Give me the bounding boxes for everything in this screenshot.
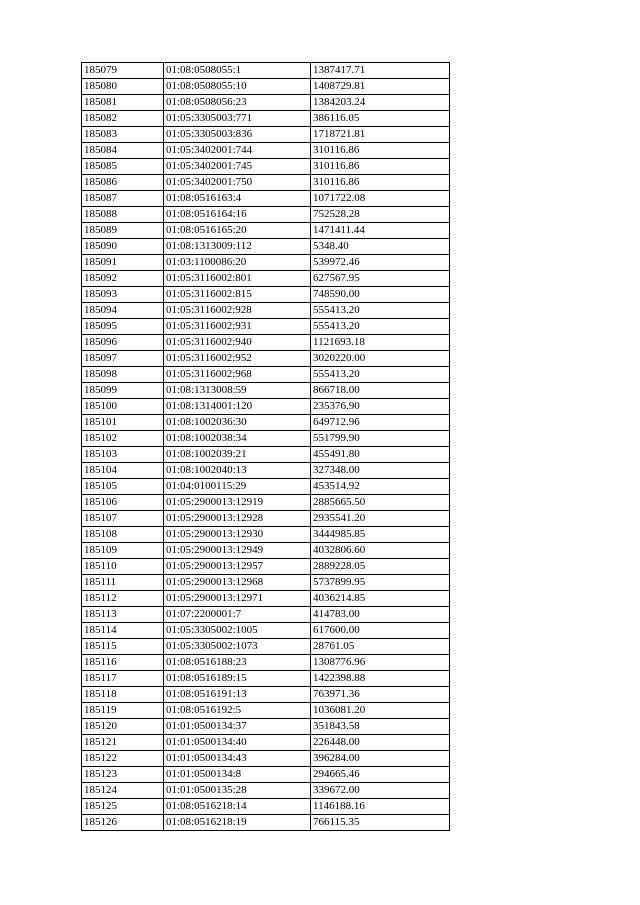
cadastral-number-cell: 01:08:0516218:14 — [164, 799, 311, 815]
table-row — [82, 175, 450, 191]
cadastral-number-cell: 01:05:2900013:12919 — [164, 495, 311, 511]
table-row — [82, 655, 450, 671]
table-row — [82, 527, 450, 543]
cadastral-number-cell: 01:05:3116002:952 — [164, 351, 311, 367]
amount-cell: 551799.90 — [311, 431, 450, 447]
row-id-cell: 185082 — [82, 111, 164, 127]
table-row — [82, 143, 450, 159]
amount-cell: 1121693.18 — [311, 335, 450, 351]
row-id-cell: 185117 — [82, 671, 164, 687]
amount-cell: 555413.20 — [311, 303, 450, 319]
amount-cell: 4036214.85 — [311, 591, 450, 607]
amount-cell: 310116.86 — [311, 143, 450, 159]
row-id-cell: 185107 — [82, 511, 164, 527]
table-row — [82, 703, 450, 719]
amount-cell: 327348.00 — [311, 463, 450, 479]
table-row — [82, 799, 450, 815]
amount-cell: 1387417.71 — [311, 63, 450, 79]
table-row — [82, 719, 450, 735]
amount-cell: 539972.46 — [311, 255, 450, 271]
row-id-cell: 185097 — [82, 351, 164, 367]
row-id-cell: 185105 — [82, 479, 164, 495]
amount-cell: 294665.46 — [311, 767, 450, 783]
cadastral-number-cell: 01:08:0516164:16 — [164, 207, 311, 223]
cadastral-number-cell: 01:05:3305002:1073 — [164, 639, 311, 655]
cadastral-number-cell: 01:05:2900013:12930 — [164, 527, 311, 543]
table-row — [82, 447, 450, 463]
amount-cell: 555413.20 — [311, 367, 450, 383]
amount-cell: 3020220.00 — [311, 351, 450, 367]
table-row — [82, 127, 450, 143]
table-row — [82, 479, 450, 495]
table-row — [82, 223, 450, 239]
row-id-cell: 185122 — [82, 751, 164, 767]
cadastral-number-cell: 01:08:0516192:5 — [164, 703, 311, 719]
row-id-cell: 185080 — [82, 79, 164, 95]
row-id-cell: 185093 — [82, 287, 164, 303]
amount-cell: 5348.40 — [311, 239, 450, 255]
amount-cell: 3444985.85 — [311, 527, 450, 543]
cadastral-number-cell: 01:05:3305003:836 — [164, 127, 311, 143]
amount-cell: 752528.28 — [311, 207, 450, 223]
cadastral-number-cell: 01:05:3116002:801 — [164, 271, 311, 287]
amount-cell: 235376.90 — [311, 399, 450, 415]
row-id-cell: 185086 — [82, 175, 164, 191]
cadastral-number-cell: 01:01:0500135:28 — [164, 783, 311, 799]
amount-cell: 555413.20 — [311, 319, 450, 335]
cadastral-number-cell: 01:08:0516191:13 — [164, 687, 311, 703]
row-id-cell: 185111 — [82, 575, 164, 591]
cadastral-number-cell: 01:05:3305003:771 — [164, 111, 311, 127]
amount-cell: 5737899.95 — [311, 575, 450, 591]
row-id-cell: 185114 — [82, 623, 164, 639]
cadastral-number-cell: 01:08:0508055:10 — [164, 79, 311, 95]
cadastral-number-cell: 01:05:3402001:744 — [164, 143, 311, 159]
row-id-cell: 185106 — [82, 495, 164, 511]
cadastral-number-cell: 01:05:3116002:940 — [164, 335, 311, 351]
table-row — [82, 239, 450, 255]
cadastral-number-cell: 01:08:0516165:20 — [164, 223, 311, 239]
table-row — [82, 767, 450, 783]
cadastral-number-cell: 01:05:3116002:815 — [164, 287, 311, 303]
row-id-cell: 185096 — [82, 335, 164, 351]
amount-cell: 766115.35 — [311, 815, 450, 831]
amount-cell: 617600.00 — [311, 623, 450, 639]
table-row — [82, 623, 450, 639]
amount-cell: 748590.00 — [311, 287, 450, 303]
amount-cell: 1146188.16 — [311, 799, 450, 815]
row-id-cell: 185079 — [82, 63, 164, 79]
cadastral-number-cell: 01:05:3116002:931 — [164, 319, 311, 335]
row-id-cell: 185101 — [82, 415, 164, 431]
table-row — [82, 95, 450, 111]
table-row — [82, 351, 450, 367]
cadastral-number-cell: 01:04:0100115:29 — [164, 479, 311, 495]
amount-cell: 1036081.20 — [311, 703, 450, 719]
table-row — [82, 415, 450, 431]
amount-cell: 627567.95 — [311, 271, 450, 287]
cadastral-number-cell: 01:08:1002038:34 — [164, 431, 311, 447]
row-id-cell: 185109 — [82, 543, 164, 559]
table-row — [82, 671, 450, 687]
cadastral-number-cell: 01:05:2900013:12971 — [164, 591, 311, 607]
table-row — [82, 319, 450, 335]
table-row — [82, 735, 450, 751]
cadastral-number-cell: 01:08:1002040:13 — [164, 463, 311, 479]
table-row — [82, 207, 450, 223]
table-row — [82, 751, 450, 767]
table-row — [82, 287, 450, 303]
amount-cell: 455491.80 — [311, 447, 450, 463]
table-row — [82, 639, 450, 655]
row-id-cell: 185123 — [82, 767, 164, 783]
table-row — [82, 159, 450, 175]
row-id-cell: 185089 — [82, 223, 164, 239]
row-id-cell: 185124 — [82, 783, 164, 799]
cadastral-number-cell: 01:05:2900013:12968 — [164, 575, 311, 591]
row-id-cell: 185104 — [82, 463, 164, 479]
table-row — [82, 463, 450, 479]
row-id-cell: 185102 — [82, 431, 164, 447]
row-id-cell: 185116 — [82, 655, 164, 671]
cadastral-number-cell: 01:01:0500134:37 — [164, 719, 311, 735]
cadastral-number-cell: 01:05:3305002:1005 — [164, 623, 311, 639]
row-id-cell: 185087 — [82, 191, 164, 207]
amount-cell: 1718721.81 — [311, 127, 450, 143]
table-row — [82, 255, 450, 271]
table-row — [82, 575, 450, 591]
row-id-cell: 185103 — [82, 447, 164, 463]
row-id-cell: 185098 — [82, 367, 164, 383]
table-row — [82, 367, 450, 383]
row-id-cell: 185083 — [82, 127, 164, 143]
cadastral-number-cell: 01:08:0508056:23 — [164, 95, 311, 111]
row-id-cell: 185099 — [82, 383, 164, 399]
table-row — [82, 591, 450, 607]
table-row — [82, 431, 450, 447]
amount-cell: 1471411.44 — [311, 223, 450, 239]
amount-cell: 28761.05 — [311, 639, 450, 655]
amount-cell: 310116.86 — [311, 175, 450, 191]
cadastral-number-cell: 01:08:1313008:59 — [164, 383, 311, 399]
row-id-cell: 185094 — [82, 303, 164, 319]
cadastral-number-cell: 01:08:1002039:21 — [164, 447, 311, 463]
row-id-cell: 185118 — [82, 687, 164, 703]
table-row — [82, 495, 450, 511]
table-row — [82, 543, 450, 559]
row-id-cell: 185091 — [82, 255, 164, 271]
amount-cell: 453514.92 — [311, 479, 450, 495]
row-id-cell: 185120 — [82, 719, 164, 735]
table-row — [82, 303, 450, 319]
cadastral-number-cell: 01:08:1313009:112 — [164, 239, 311, 255]
table-row — [82, 335, 450, 351]
amount-cell: 866718.00 — [311, 383, 450, 399]
amount-cell: 1308776.96 — [311, 655, 450, 671]
row-id-cell: 185121 — [82, 735, 164, 751]
cadastral-number-cell: 01:07:2200001:7 — [164, 607, 311, 623]
row-id-cell: 185095 — [82, 319, 164, 335]
row-id-cell: 185119 — [82, 703, 164, 719]
table-body — [82, 63, 450, 831]
table-row — [82, 63, 450, 79]
row-id-cell: 185110 — [82, 559, 164, 575]
amount-cell: 2935541.20 — [311, 511, 450, 527]
cadastral-number-cell: 01:08:0508055:1 — [164, 63, 311, 79]
row-id-cell: 185126 — [82, 815, 164, 831]
amount-cell: 763971.36 — [311, 687, 450, 703]
amount-cell: 2889228.05 — [311, 559, 450, 575]
cadastral-number-cell: 01:01:0500134:40 — [164, 735, 311, 751]
table-row — [82, 783, 450, 799]
table-row — [82, 399, 450, 415]
table-row — [82, 607, 450, 623]
amount-cell: 649712.96 — [311, 415, 450, 431]
cadastral-number-cell: 01:05:2900013:12957 — [164, 559, 311, 575]
row-id-cell: 185081 — [82, 95, 164, 111]
row-id-cell: 185100 — [82, 399, 164, 415]
cadastral-number-cell: 01:05:2900013:12949 — [164, 543, 311, 559]
cadastral-number-cell: 01:05:3116002:968 — [164, 367, 311, 383]
amount-cell: 339672.00 — [311, 783, 450, 799]
amount-cell: 2885665.50 — [311, 495, 450, 511]
cadastral-number-cell: 01:05:3116002:928 — [164, 303, 311, 319]
amount-cell: 310116.86 — [311, 159, 450, 175]
row-id-cell: 185112 — [82, 591, 164, 607]
table-row — [82, 383, 450, 399]
amount-cell: 1408729.81 — [311, 79, 450, 95]
table-row — [82, 271, 450, 287]
table-row — [82, 79, 450, 95]
row-id-cell: 185090 — [82, 239, 164, 255]
row-id-cell: 185115 — [82, 639, 164, 655]
row-id-cell: 185088 — [82, 207, 164, 223]
cadastral-number-cell: 01:05:3402001:750 — [164, 175, 311, 191]
cadastral-number-cell: 01:08:0516218:19 — [164, 815, 311, 831]
amount-cell: 1422398.88 — [311, 671, 450, 687]
amount-cell: 386116.05 — [311, 111, 450, 127]
cadastral-number-cell: 01:03:1100086:20 — [164, 255, 311, 271]
amount-cell: 226448.00 — [311, 735, 450, 751]
table-row — [82, 815, 450, 831]
row-id-cell: 185113 — [82, 607, 164, 623]
row-id-cell: 185092 — [82, 271, 164, 287]
amount-cell: 351843.58 — [311, 719, 450, 735]
table-row — [82, 191, 450, 207]
cadastral-number-cell: 01:08:0516189:15 — [164, 671, 311, 687]
table-row — [82, 511, 450, 527]
amount-cell: 396284.00 — [311, 751, 450, 767]
row-id-cell: 185085 — [82, 159, 164, 175]
cadastral-number-cell: 01:01:0500134:43 — [164, 751, 311, 767]
cadastral-number-cell: 01:01:0500134:8 — [164, 767, 311, 783]
amount-cell: 1384203.24 — [311, 95, 450, 111]
table-row — [82, 687, 450, 703]
data-table — [81, 62, 450, 831]
amount-cell: 414783.00 — [311, 607, 450, 623]
cadastral-number-cell: 01:08:0516188:23 — [164, 655, 311, 671]
cadastral-number-cell: 01:08:1002036:30 — [164, 415, 311, 431]
table-row — [82, 559, 450, 575]
cadastral-number-cell: 01:05:3402001:745 — [164, 159, 311, 175]
cadastral-number-cell: 01:05:2900013:12928 — [164, 511, 311, 527]
amount-cell: 4032806.60 — [311, 543, 450, 559]
cadastral-number-cell: 01:08:0516163:4 — [164, 191, 311, 207]
row-id-cell: 185084 — [82, 143, 164, 159]
row-id-cell: 185108 — [82, 527, 164, 543]
amount-cell: 1071722.08 — [311, 191, 450, 207]
row-id-cell: 185125 — [82, 799, 164, 815]
cadastral-number-cell: 01:08:1314001:120 — [164, 399, 311, 415]
table-row — [82, 111, 450, 127]
